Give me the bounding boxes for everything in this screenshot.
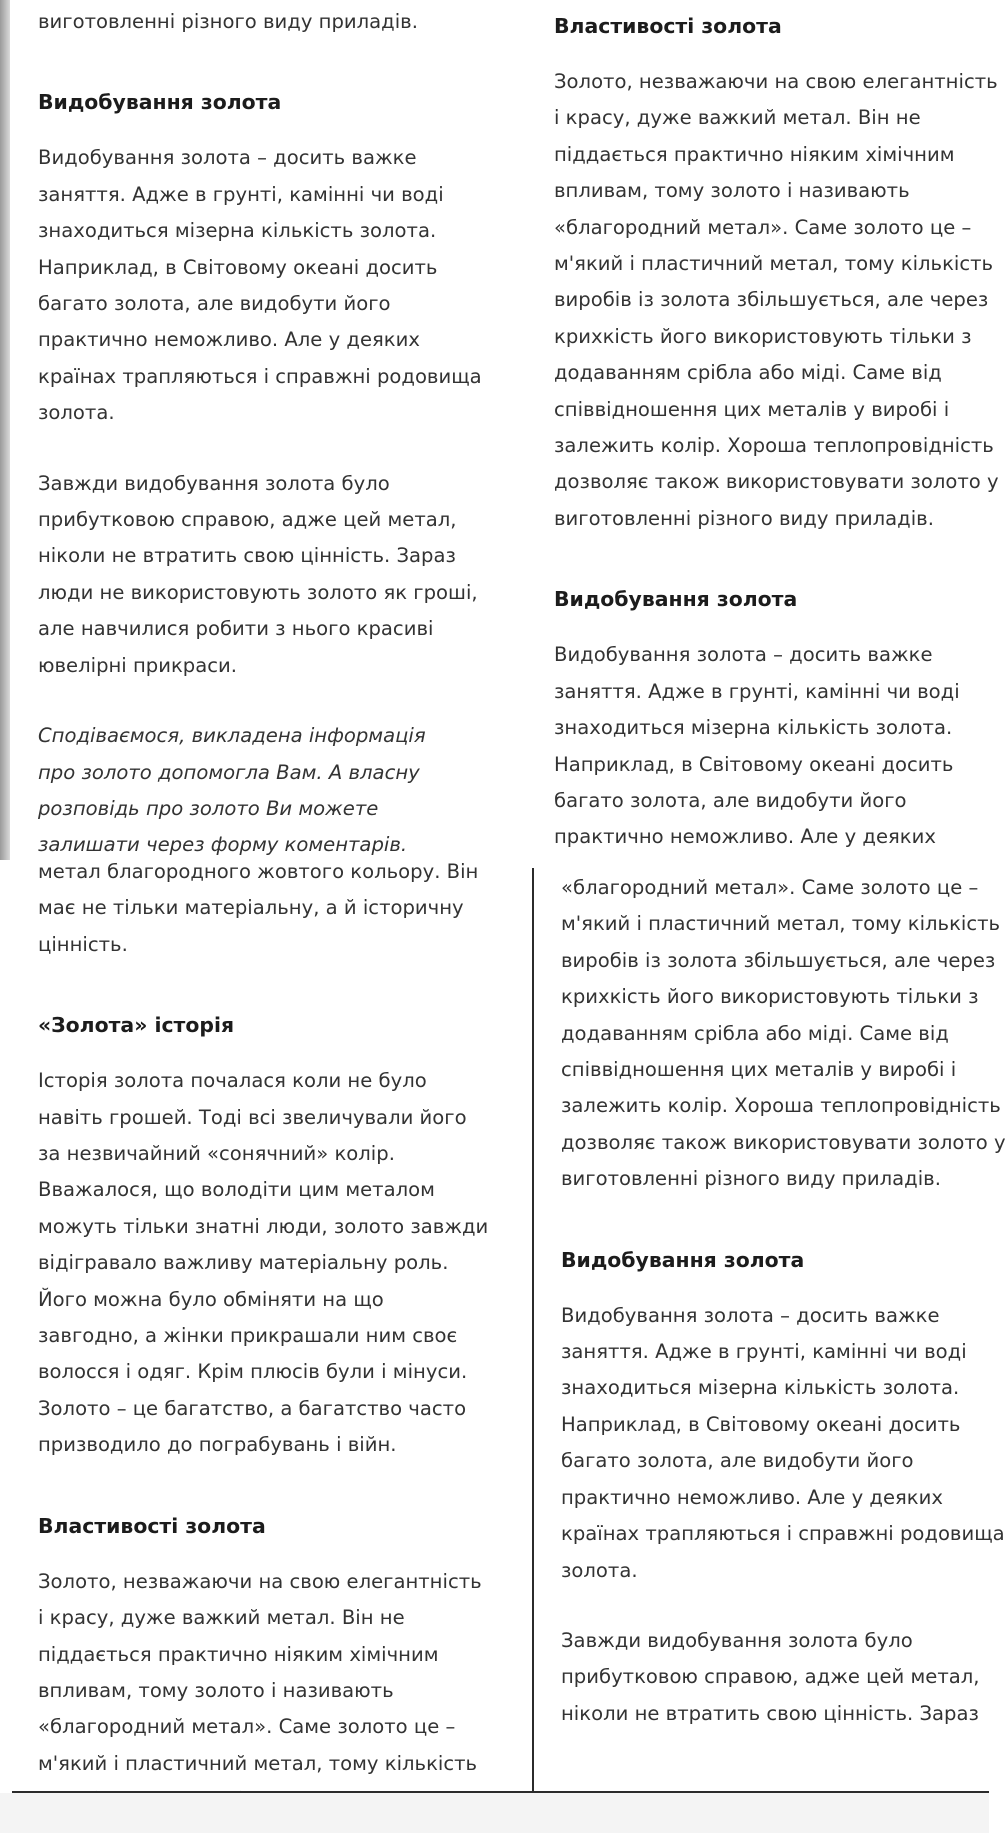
article-fragment-top-right[interactable] [530, 0, 999, 868]
heading-gold-mining: Видобування золота [561, 1247, 805, 1272]
text-line: знаходиться мізерна кількість золота. [554, 716, 953, 740]
text-line: Видобування золота – досить важке [38, 146, 417, 170]
text-line: за незвичайний «сонячний» колір. [38, 1142, 395, 1166]
text-line: дозволяє також використовувати золото у [561, 1130, 1006, 1154]
text-line: прибутковою справою, адже цей метал, [38, 508, 457, 532]
text-line: заняття. Адже в грунті, камінні чи воді [554, 679, 960, 703]
text-line: залишати через форму коментарів. [38, 833, 408, 857]
text-line: «благородний метал». Саме золото це – [38, 1715, 456, 1739]
text-line: Золото, незважаючи на свою елегантність [38, 1569, 482, 1593]
text-line: знаходиться мізерна кількість золота. [38, 219, 437, 243]
text-line: Історія золота почалася коли не було [38, 1069, 427, 1093]
article-fragment-bottom-right[interactable] [534, 868, 1006, 1793]
paragraph-gold-mining [38, 140, 530, 431]
paragraph-gold-profit [38, 466, 530, 684]
text-line: м'який і пластичний метал, тому кількість [561, 912, 1001, 936]
bottom-margin [0, 1793, 989, 1833]
text-line: заняття. Адже в грунті, камінні чи воді [38, 182, 444, 206]
text-line: Наприклад, в Світовому океані досить [38, 255, 438, 279]
heading-gold-history: «Золота» історія [38, 1013, 235, 1038]
text-line: виробів із золота збільшується, але через [561, 948, 996, 972]
text-line: ніколи не втратить свою цінність. Зараз [38, 544, 456, 568]
text-line: Сподіваємося, викладена інформація [38, 724, 426, 748]
text-line: співвідношення цих металів у виробі і [561, 1058, 957, 1082]
text-line: м'який і пластичний метал, тому кількість [38, 1751, 478, 1775]
text-line: додаванням срібла або міді. Саме від [561, 1021, 949, 1045]
text-line: цінність. [38, 932, 128, 956]
article-fragment-top-left[interactable] [10, 0, 530, 868]
text-line: Завжди видобування золота було [38, 471, 390, 495]
paragraph-instruments-end [38, 4, 530, 40]
heading-gold-mining: Видобування золота [38, 90, 282, 115]
text-line: ювелірні прикраси. [38, 653, 237, 677]
text-line: Золото – це багатство, а багатство часто [38, 1396, 467, 1420]
text-line: виготовленні різного виду приладів. [561, 1167, 941, 1191]
article-fragment-bottom-left[interactable] [12, 860, 534, 1793]
text-line: Золото, незважаючи на свою елегантність [554, 70, 998, 93]
heading-gold-mining: Видобування золота [554, 587, 798, 612]
heading-gold-properties: Властивості золота [554, 14, 782, 38]
text-line: але навчилися робити з нього красиві [38, 617, 434, 641]
paragraph-gold-mining [554, 637, 989, 855]
text-line: золота. [561, 1558, 638, 1582]
text-line: піддається практично ніяким хімічним [38, 1642, 439, 1666]
text-line: Наприклад, в Світовому океані досить [554, 752, 954, 776]
text-line: ніколи не втратить свою цінність. Зараз [561, 1701, 979, 1725]
text-line: призводило до пограбувань і війн. [38, 1433, 397, 1457]
text-line: відігравало важливу матеріальну роль. [38, 1251, 449, 1275]
paragraph-gold-properties [554, 64, 999, 537]
text-line: залежить колір. Хороша теплопровідність [554, 434, 994, 458]
paragraph-gold-mining [561, 1298, 1005, 1589]
text-line: заняття. Адже в грунті, камінні чи воді [561, 1340, 967, 1364]
text-line: і красу, дуже важкий метал. Він не [38, 1606, 405, 1630]
text-line: завгодно, а жінки прикрашали ним своє [38, 1324, 458, 1348]
text-line: практично неможливо. Але у деяких [561, 1485, 943, 1509]
text-line: Його можна було обміняти на що [38, 1287, 384, 1311]
text-line: країнах трапляються і справжні родовища [561, 1522, 1005, 1546]
paragraph-gold-properties-end [561, 870, 1006, 1198]
text-line: Видобування золота – досить важке [561, 1303, 940, 1327]
text-line: м'який і пластичний метал, тому кількість [554, 252, 994, 276]
text-line: навіть грошей. Тоді всі звеличували його [38, 1105, 467, 1129]
text-line: люди не використовують золото як гроші, [38, 580, 478, 604]
heading-gold-properties: Властивості золота [38, 1513, 266, 1538]
paragraph-gold-history [38, 1063, 532, 1463]
text-line: країнах трапляються і справжні родовища [38, 364, 482, 388]
text-line: виробів із золота збільшується, але через [554, 288, 989, 312]
text-line: додаванням срібла або міді. Саме від [554, 361, 942, 385]
text-line: розповідь про золото Ви можете [38, 796, 379, 820]
text-line: дозволяє також використовувати золото у [554, 470, 999, 494]
text-line: крихкість його використовують тільки з [561, 985, 979, 1009]
text-line: залежить колір. Хороша теплопровідність [561, 1094, 1001, 1118]
text-line: піддається практично ніяким хімічним [554, 142, 955, 166]
text-line: практично неможливо. Але у деяких [554, 825, 936, 849]
text-line: впливам, тому золото і називають [554, 179, 910, 203]
text-line: золота. [38, 401, 115, 425]
text-line: «благородний метал». Саме золото це – [561, 876, 979, 899]
text-line: Видобування золота – досить важке [554, 643, 933, 667]
text-line: Завжди видобування золота було [561, 1628, 913, 1652]
text-line: знаходиться мізерна кількість золота. [561, 1376, 960, 1400]
text-line: волосся і одяг. Крім плюсів були і мінуси. [38, 1360, 468, 1384]
text-line: можуть тільки знатні люди, золото завжди [38, 1214, 489, 1238]
text-line: «благородний метал». Саме золото це – [554, 215, 972, 239]
text-line: виготовленні різного виду приладів. [554, 506, 934, 530]
text-line: багато золота, але видобути його [561, 1449, 914, 1473]
screen-edge-shadow [0, 0, 10, 860]
text-line: крихкість його використовують тільки з [554, 324, 972, 348]
paragraph-gold-properties [38, 1564, 532, 1819]
paragraph-noble-metal [38, 854, 532, 963]
text-line: прибутковою справою, адже цей метал, [561, 1665, 980, 1689]
paragraph-gold-profit [561, 1623, 989, 1732]
text-line: Наприклад, в Світовому океані досить [561, 1412, 961, 1436]
text-line: співвідношення цих металів у виробі і [554, 397, 950, 421]
text-line: практично неможливо. Але у деяких [38, 328, 420, 352]
text-line: Вважалося, що володіти цим металом [38, 1178, 435, 1202]
paragraph-closing-note [38, 718, 530, 864]
text-line: багато золота, але видобути його [554, 788, 907, 812]
text-line: багато золота, але видобути його [38, 292, 391, 316]
text-line: і красу, дуже важкий метал. Він не [554, 106, 921, 130]
text-line: впливам, тому золото і називають [38, 1678, 394, 1702]
text-line: виготовленні різного виду приладів. [38, 10, 418, 33]
text-line: про золото допомогла Вам. А власну [38, 760, 420, 784]
text-line: метал благородного жовтого кольору. Він [38, 860, 479, 883]
text-line: має не тільки матеріальну, а й історичну [38, 896, 464, 920]
